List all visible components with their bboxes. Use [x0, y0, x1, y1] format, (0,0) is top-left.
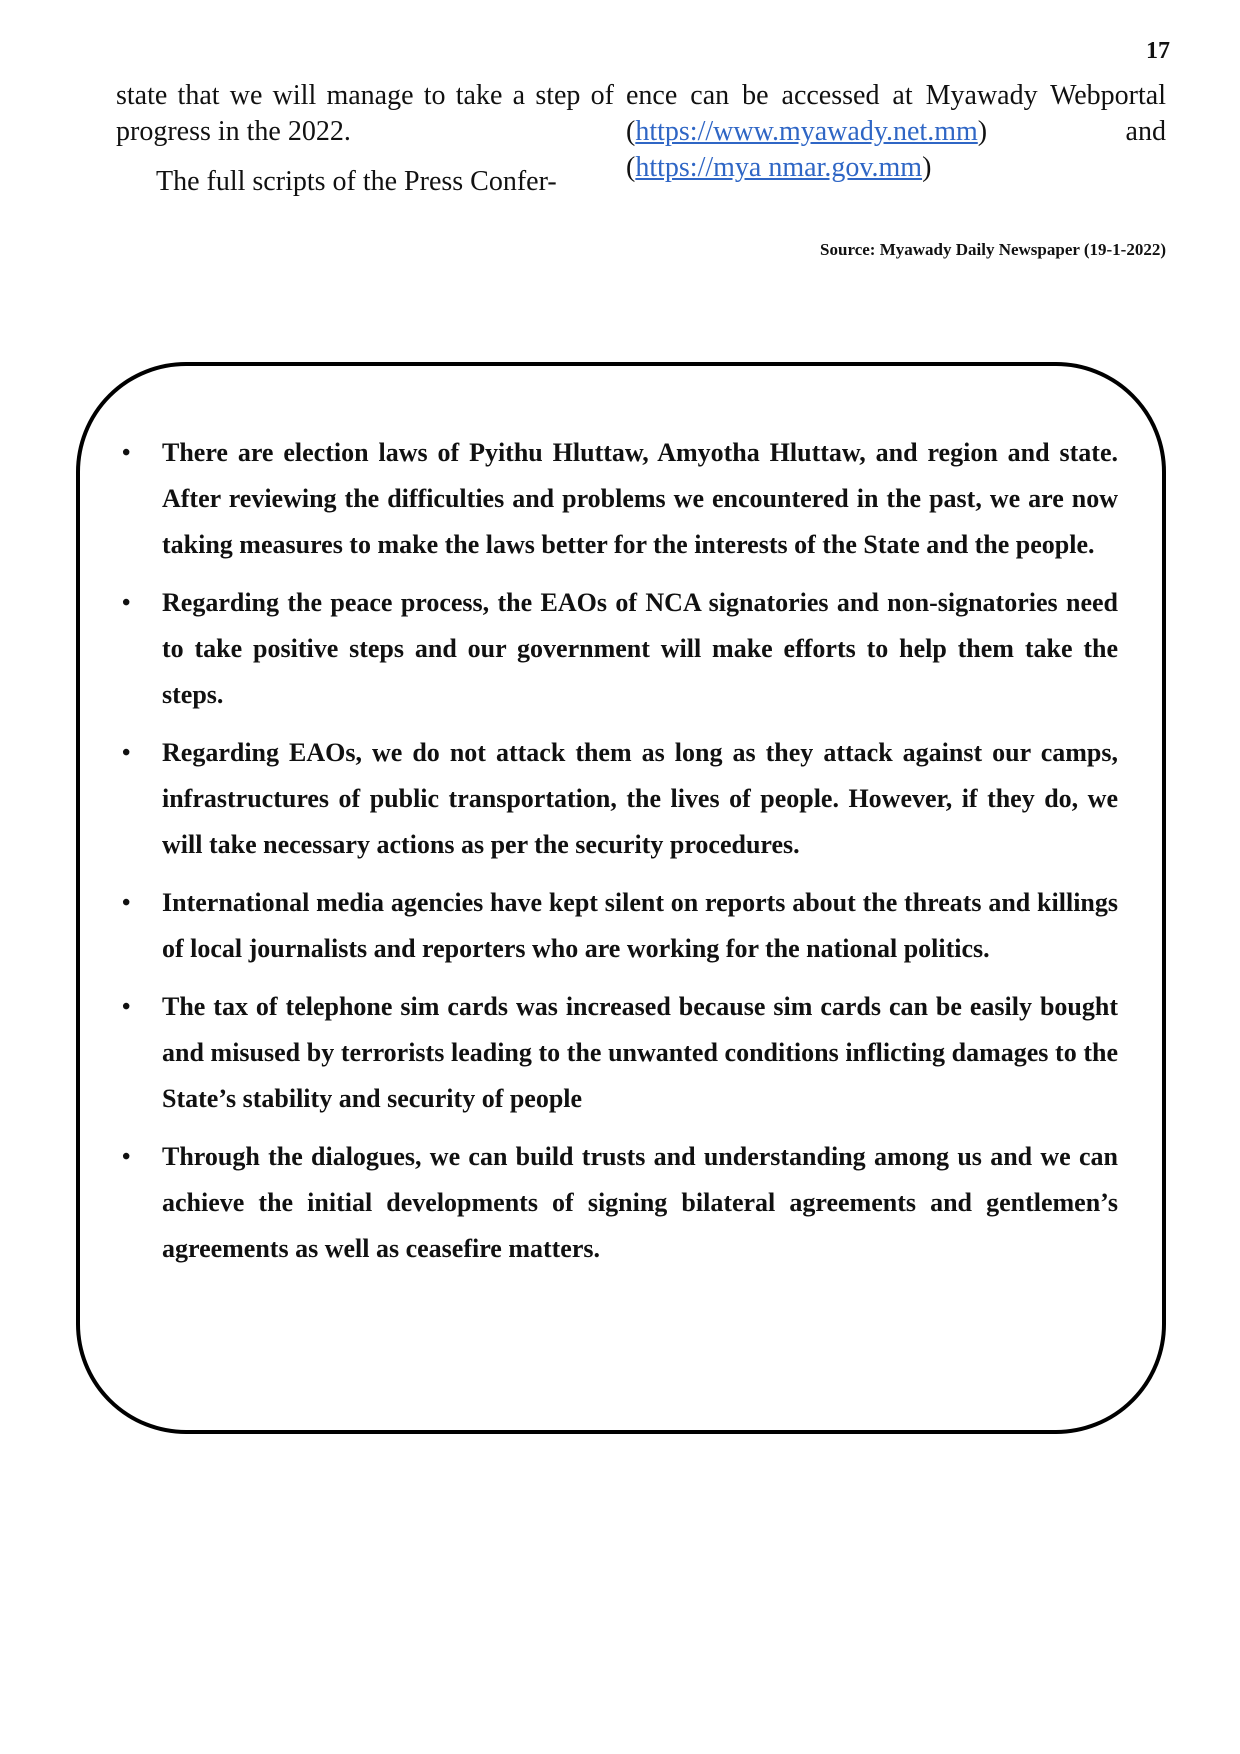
bullet-text: Regarding the peace process, the EAOs of NCA signatories and non-signatories need to take positive steps and our government will make efforts to help them take the steps. [162, 588, 1118, 709]
intro-paragraph-2: The full scripts of the Press Confer- [156, 166, 557, 197]
intro-paragraph-3 [626, 78, 1166, 186]
list-item [118, 430, 1118, 568]
intro-paragraph-1: state that we will manage to take a step of progress in the 2022. [116, 80, 614, 147]
intro-text-before: ence can be accessed at Myawady Webportal ( [626, 80, 1166, 147]
bullet-text: Through the dialogues, we can build trusts and understanding among us and we can achieve the initial developments of signing bilateral agreements and gentlemen’s agreements as well as ceasefire matters. [162, 1142, 1118, 1263]
bullet-icon: • [122, 890, 131, 916]
source-citation: Source: Myawady Daily Newspaper (19-1-2022) [820, 240, 1166, 259]
bullet-text: International media agencies have kept silent on reports about the threats and killings of local journalists and reporters who are working for the national politics. [162, 888, 1118, 963]
bullet-icon: • [122, 740, 131, 766]
list-item [118, 1134, 1118, 1272]
key-points-list [118, 430, 1118, 1284]
intro-left-column [116, 78, 614, 200]
list-item [118, 580, 1118, 718]
intro-right-column [626, 78, 1166, 186]
list-item [118, 984, 1118, 1122]
bullet-text: There are election laws of Pyithu Hluttaw, Amyotha Hluttaw, and region and state. After reviewing the difficulties and problems we encountered in the past, we are now taking measures to make the laws better for the interests of the State and the people. [162, 438, 1118, 559]
bullet-text: Regarding EAOs, we do not attack them as long as they attack against our camps, infrastructures of public transportation, the lives of people. However, if they do, we will take necessary actions as per the security procedures. [162, 738, 1118, 859]
bullet-icon: • [122, 994, 131, 1020]
intro-text-middle: ) and ( [626, 116, 1166, 183]
bullet-icon: • [122, 1144, 131, 1170]
myawady-link[interactable]: https://www.myawady.net.mm [635, 116, 978, 147]
bullet-icon: • [122, 440, 131, 466]
myanmar-gov-link[interactable]: https://mya nmar.gov.mm [635, 152, 923, 183]
list-item [118, 880, 1118, 972]
bullet-text: The tax of telephone sim cards was increased because sim cards can be easily bought and misused by terrorists leading to the unwanted conditions inflicting damages to the State’s stability and security of people [162, 992, 1118, 1113]
bullet-icon: • [122, 590, 131, 616]
page-number: 17 [1146, 38, 1170, 64]
list-item [118, 730, 1118, 868]
intro-text-after: ) [922, 152, 932, 183]
